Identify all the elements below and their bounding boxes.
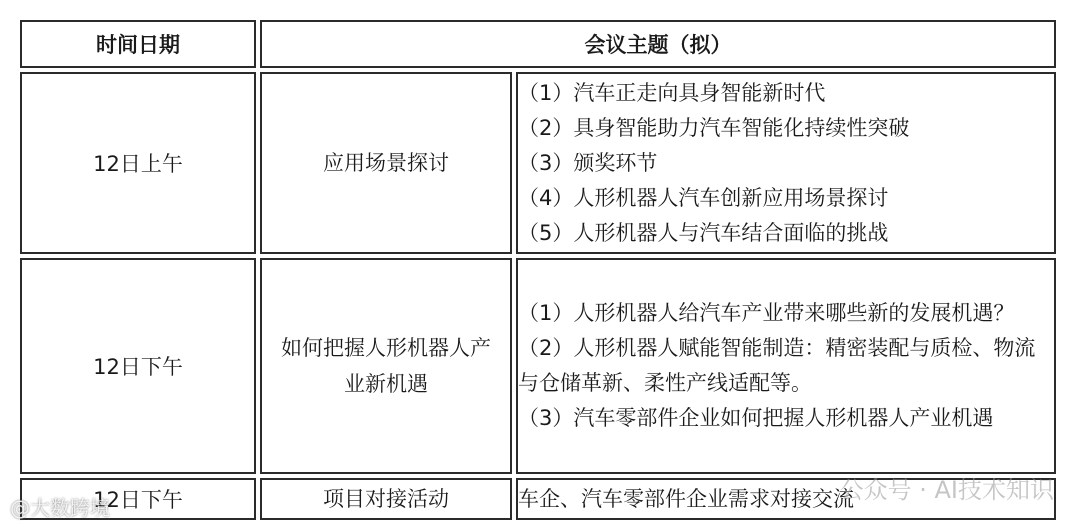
detail-item: （3）汽车零部件企业如何把握人形机器人产业机遇	[518, 406, 994, 430]
row-topic: 项目对接活动	[260, 478, 512, 520]
agenda-table	[16, 16, 1060, 524]
detail-item: （2）具身智能助力汽车智能化持续性突破	[518, 115, 910, 140]
table-row	[20, 72, 1056, 254]
row-time: 12日下午	[20, 258, 256, 474]
table-row	[20, 258, 1056, 474]
detail-item: （5）人形机器人与汽车结合面临的挑战	[518, 220, 889, 245]
row-topic: 应用场景探讨	[260, 72, 512, 254]
detail-item: （4）人形机器人汽车创新应用场景探讨	[518, 185, 889, 210]
detail-item: （2）人形机器人赋能智能制造：精密装配与质检、物流与仓储革新、柔性产线适配等。	[518, 336, 1036, 395]
detail-item: 车企、汽车零部件企业需求对接交流	[518, 486, 854, 511]
watermark-left: @大数跨境	[10, 496, 110, 520]
header-meeting-topic: 会议主题（拟）	[260, 20, 1056, 68]
row-details	[516, 258, 1056, 474]
row-details	[516, 72, 1056, 254]
row-topic: 如何把握人形机器人产业新机遇	[260, 258, 512, 474]
detail-item: （1）汽车正走向具身智能新时代	[518, 80, 826, 105]
table-header-row	[20, 20, 1056, 68]
watermark-right: 公众号 · AI技术知识	[839, 476, 1054, 504]
row-time: 12日上午	[20, 72, 256, 254]
row-time: 12日下午	[20, 478, 256, 520]
detail-item: （1）人形机器人给汽车产业带来哪些新的发展机遇？	[518, 301, 1015, 325]
detail-item: （3）颁奖环节	[518, 150, 658, 175]
header-time-date: 时间日期	[20, 20, 256, 68]
